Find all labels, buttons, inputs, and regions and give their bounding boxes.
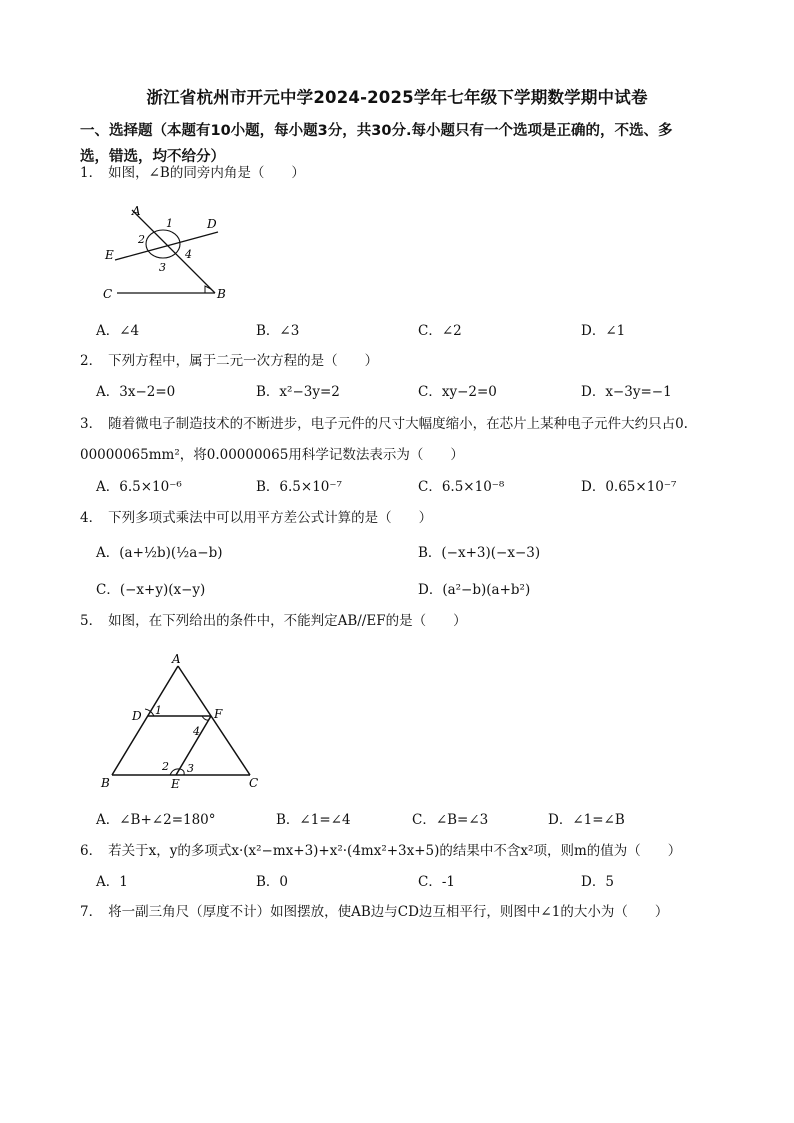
question-number: 1． (80, 165, 103, 181)
figure-label: 3 (187, 762, 194, 775)
figure-label: 4 (185, 248, 192, 261)
figure-label: B (217, 287, 226, 301)
figure-label: 3 (159, 261, 166, 274)
option-c[interactable]: C．xy−2=0 (418, 384, 497, 400)
figure-label: A (172, 652, 181, 666)
question-6-stem (80, 841, 681, 861)
option-b[interactable]: B．∠1=∠4 (276, 812, 351, 828)
question-1-stem (80, 163, 305, 183)
question-number: 2． (80, 353, 103, 369)
option-d[interactable]: D．0.65×10⁻⁷ (581, 479, 677, 495)
question-3-stem-continued: 00000065mm²，将0.00000065用科学记数法表示为（ ） (80, 447, 464, 463)
option-b[interactable]: B．6.5×10⁻⁷ (256, 479, 342, 495)
figure-label: E (105, 248, 114, 262)
question-text: 若关于x，y的多项式x·(x²−mx+3)+x²·(4mx²+3x+5)的结果中不含x²项，则m的值为（ ） (108, 843, 682, 859)
figure-label: E (171, 777, 180, 791)
question-number: 3． (80, 416, 103, 432)
option-c[interactable]: C．(−x+y)(x−y) (96, 582, 206, 598)
figure-label: D (132, 709, 142, 723)
figure-label: C (103, 287, 113, 301)
option-d[interactable]: D．∠1=∠B (548, 812, 625, 828)
question-text: 将一副三角尺（厚度不计）如图摆放，使AB边与CD边互相平行，则图中∠1的大小为（ ） (108, 904, 669, 920)
figure-label: C (249, 776, 259, 790)
option-b[interactable]: B．∠3 (256, 323, 300, 339)
option-c[interactable]: C．6.5×10⁻⁸ (418, 479, 505, 495)
question-2-stem (80, 351, 378, 371)
option-b[interactable]: B．x²−3y=2 (256, 384, 340, 400)
figure-label: B (101, 776, 110, 790)
option-d[interactable]: D．∠1 (581, 323, 626, 339)
section-heading-line-2: 选，错选，均不给分） (80, 149, 225, 165)
figure-label: 1 (166, 217, 173, 230)
option-b[interactable]: B．0 (256, 874, 289, 890)
question-5-figure (98, 648, 268, 793)
figure-label: 2 (138, 233, 145, 246)
question-text: 随着微电子制造技术的不断进步，电子元件的尺寸大幅度缩小，在芯片上某种电子元件大约只占0. (108, 416, 688, 432)
option-a[interactable]: A．3x−2=0 (96, 384, 176, 400)
figure-label: 1 (155, 704, 162, 717)
figure-label: 2 (162, 760, 169, 773)
figure-label: F (214, 707, 223, 721)
question-5-stem (80, 611, 467, 631)
question-text: 下列方程中，属于二元一次方程的是（ ） (108, 353, 379, 369)
question-number: 6． (80, 843, 103, 859)
option-a[interactable]: A．1 (96, 874, 128, 890)
page-title: 浙江省杭州市开元中学2024-2025学年七年级下学期数学期中试卷 (146, 88, 648, 107)
option-a[interactable]: A．(a+½b)(½a−b) (96, 545, 223, 561)
question-number: 4． (80, 510, 103, 526)
question-7-stem (80, 902, 668, 922)
question-1-figure (100, 198, 240, 303)
option-d[interactable]: D．(a²−b)(a+b²) (418, 582, 531, 598)
question-text: 如图，∠B的同旁内角是（ ） (108, 165, 305, 181)
question-text: 如图，在下列给出的条件中，不能判定AB//EF的是（ ） (108, 613, 467, 629)
question-4-stem (80, 508, 432, 528)
figure-label: 4 (193, 725, 200, 738)
question-text: 下列多项式乘法中可以用平方差公式计算的是（ ） (108, 510, 433, 526)
option-a[interactable]: A．∠B+∠2=180° (96, 812, 216, 828)
option-d[interactable]: D．5 (581, 874, 614, 890)
question-number: 7． (80, 904, 103, 920)
option-b[interactable]: B．(−x+3)(−x−3) (418, 545, 541, 561)
option-a[interactable]: A．∠4 (96, 323, 140, 339)
option-c[interactable]: C．∠B=∠3 (412, 812, 489, 828)
question-3-stem (80, 414, 688, 434)
option-d[interactable]: D．x−3y=−1 (581, 384, 672, 400)
section-heading-line-1: 一、选择题（本题有10小题，每小题3分，共30分.每小题只有一个选项是正确的，不选、多 (80, 123, 673, 139)
option-c[interactable]: C．-1 (418, 874, 455, 890)
figure-label: A (132, 204, 141, 218)
option-a[interactable]: A．6.5×10⁻⁶ (96, 479, 182, 495)
figure-label: D (207, 217, 217, 231)
question-number: 5． (80, 613, 103, 629)
option-c[interactable]: C．∠2 (418, 323, 462, 339)
